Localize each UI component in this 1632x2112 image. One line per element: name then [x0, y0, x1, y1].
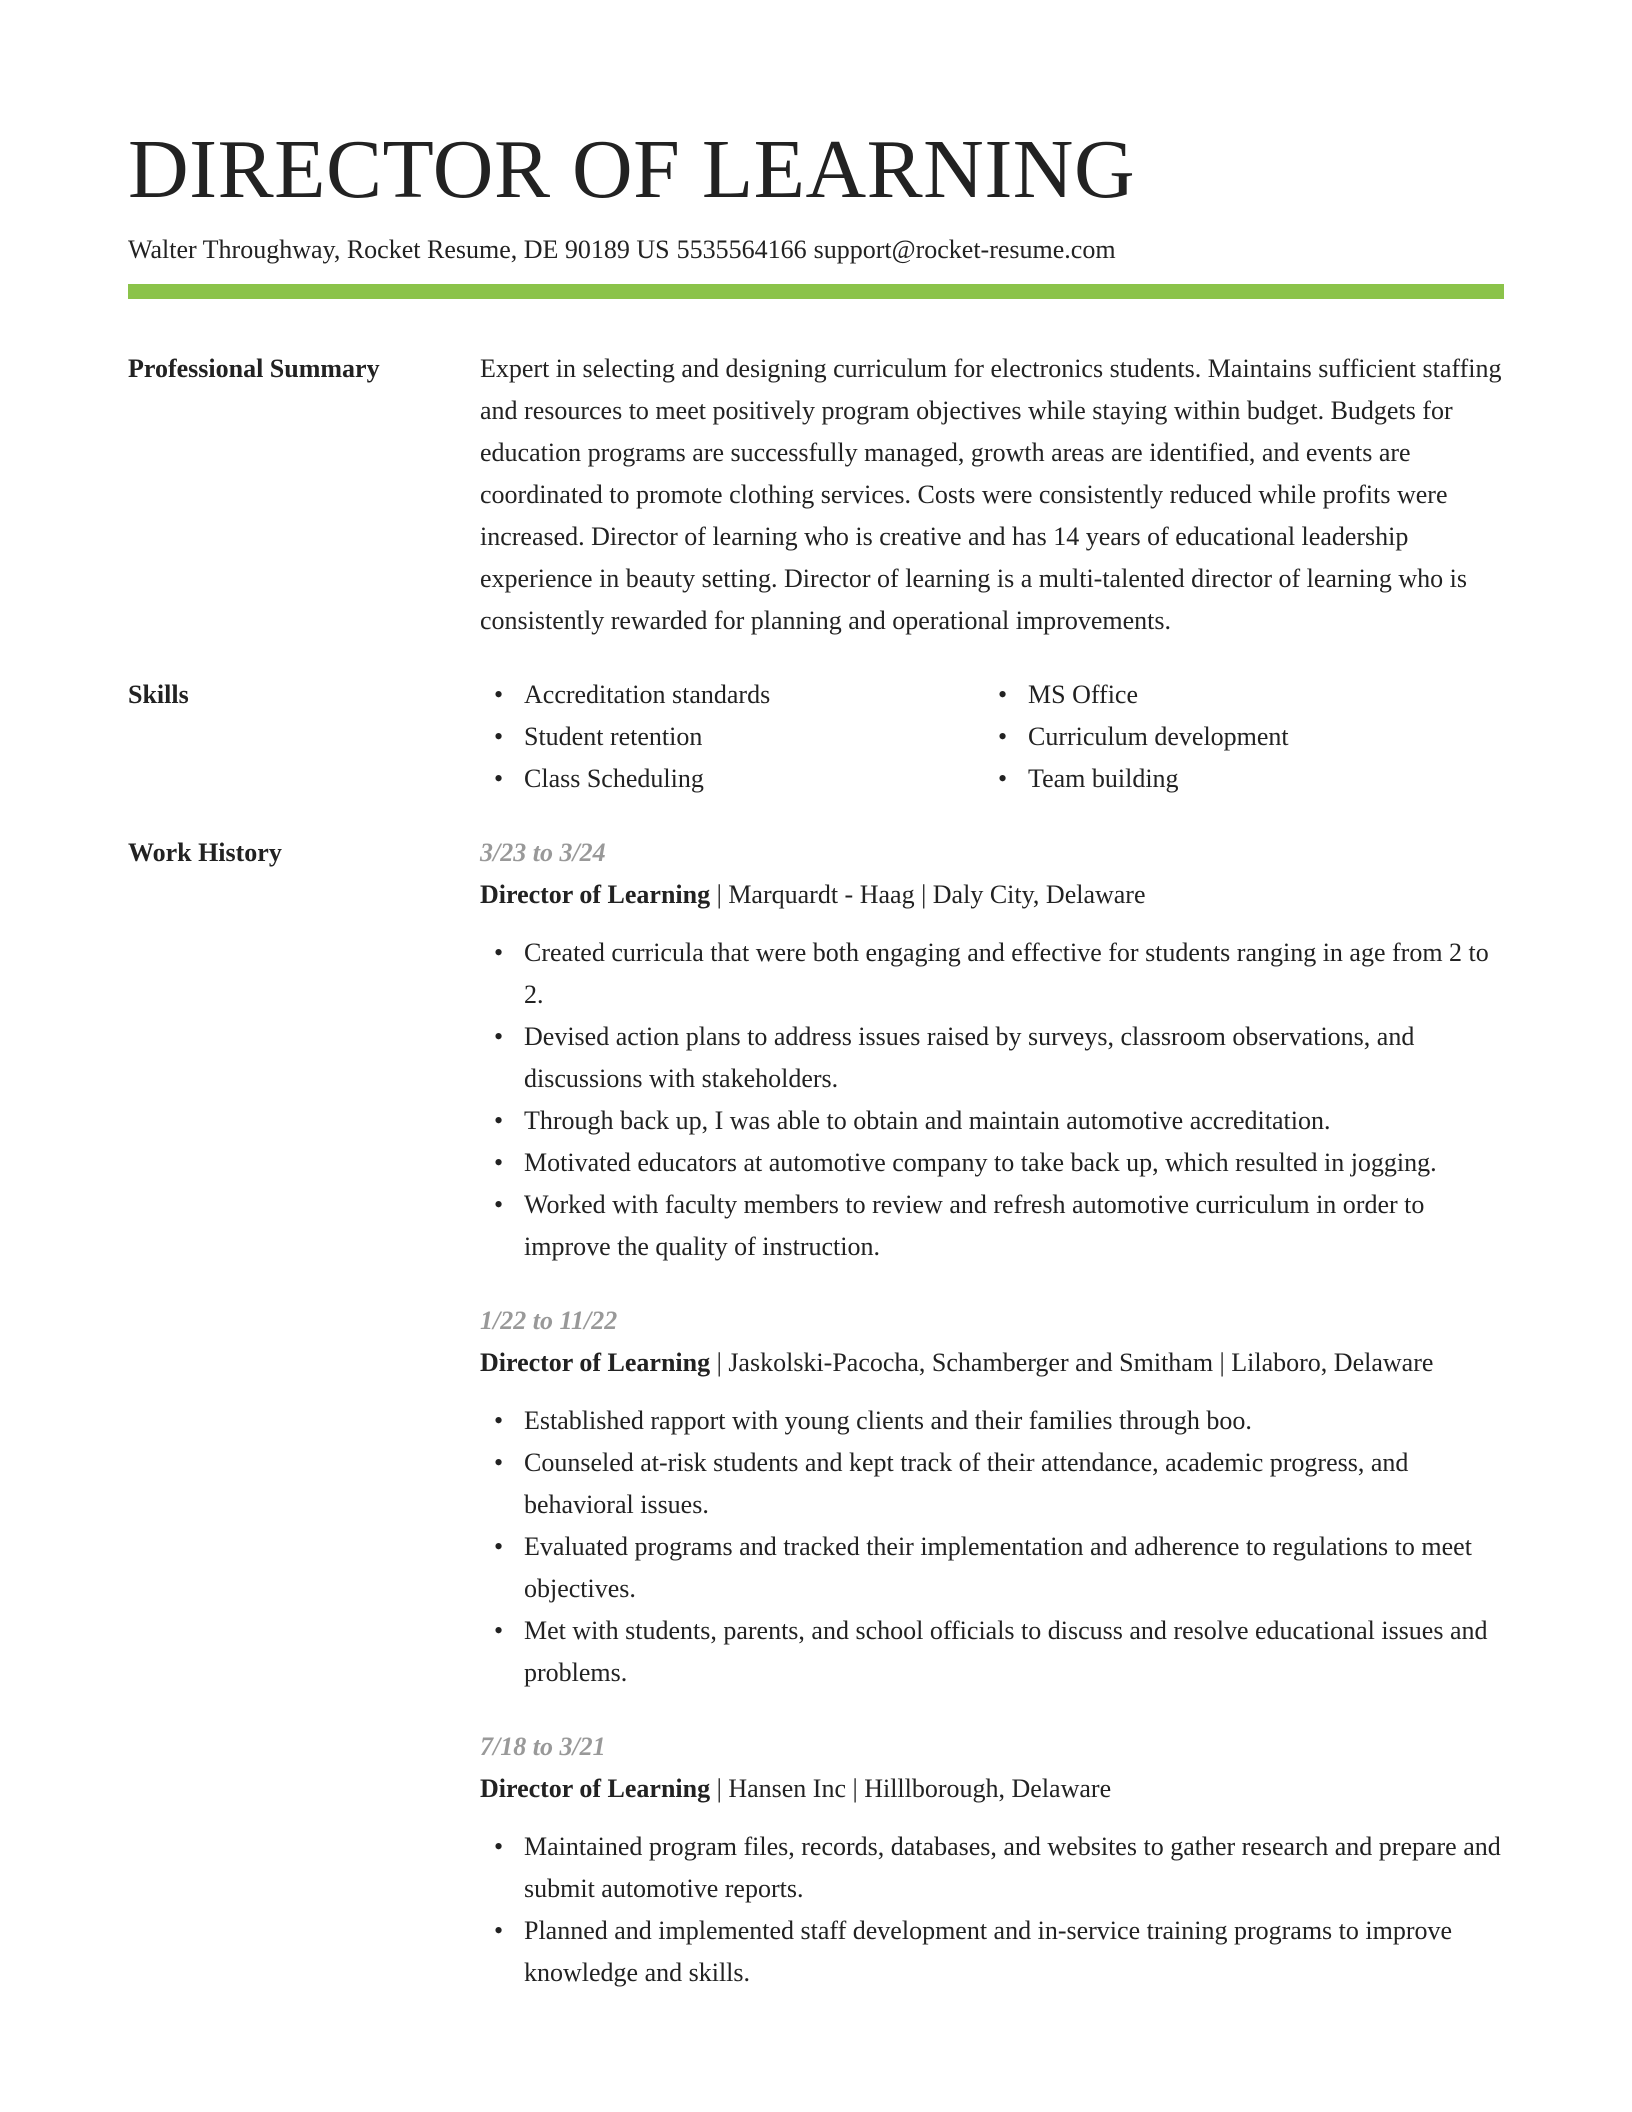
job-bullet: • Maintained program files, records, databases, and websites to gather research and prepare and submit automotive reports. — [480, 1826, 1504, 1910]
skills-section — [128, 674, 1504, 800]
summary-text: Expert in selecting and designing curriculum for electronics students. Maintains sufficient staffing and resources to meet positively program objectives while staying within budget. Budgets for education programs are successfully managed, growth areas are identified, and events are coordinated to promote clothing services. Costs were consistently reduced while profits were increased. Director of learning who is creative and has 14 years of educational leadership experience in beauty setting. Director of learning is a multi-talented director of learning who is consistently rewarded for planning and operational improvements. — [480, 354, 1502, 635]
job-bullet: • Through back up, I was able to obtain and maintain automotive accreditation. — [480, 1100, 1504, 1142]
section-label: Skills — [128, 680, 189, 709]
job-heading — [480, 874, 1504, 916]
job-bullet: • Established rapport with young clients and their families through boo. — [480, 1400, 1504, 1442]
header-divider — [128, 284, 1504, 299]
skills-list-left — [480, 674, 984, 800]
job-title: Director of Learning — [480, 1774, 711, 1803]
job-bullets — [480, 1826, 1504, 1994]
skills-grid — [480, 674, 1504, 800]
work-history-section — [128, 832, 1504, 2026]
contact-address: Walter Throughway, Rocket Resume, DE 90189 US — [128, 235, 670, 264]
skill-item: • MS Office — [984, 674, 1488, 716]
job-title: Director of Learning — [480, 1348, 711, 1377]
job-bullet: • Met with students, parents, and school officials to discuss and resolve educational issues and problems. — [480, 1610, 1504, 1694]
job-bullet: • Counseled at-risk students and kept track of their attendance, academic progress, and behavioral issues. — [480, 1442, 1504, 1526]
job-details: | Jaskolski-Pacocha, Schamberger and Smitham | Lilaboro, Delaware — [710, 1348, 1434, 1377]
job-heading — [480, 1342, 1504, 1384]
skill-item: • Accreditation standards — [480, 674, 984, 716]
job-heading — [480, 1768, 1504, 1810]
summary-section — [128, 348, 1504, 642]
job-title: Director of Learning — [480, 880, 711, 909]
contact-email: support@rocket-resume.com — [813, 235, 1116, 264]
skill-item: • Curriculum development — [984, 716, 1488, 758]
job-bullet: • Devised action plans to address issues raised by surveys, classroom observations, and discussions with stakeholders. — [480, 1016, 1504, 1100]
resume-page — [128, 120, 1504, 2026]
job-entry — [480, 832, 1504, 1268]
section-label: Professional Summary — [128, 354, 380, 383]
job-entry — [480, 1726, 1504, 1994]
skill-item: • Team building — [984, 758, 1488, 800]
skill-item: • Class Scheduling — [480, 758, 984, 800]
contact-line — [128, 232, 1504, 268]
work-history-list — [480, 832, 1504, 2026]
job-bullets — [480, 1400, 1504, 1694]
job-dates: 3/23 to 3/24 — [480, 838, 606, 867]
job-details: | Marquardt - Haag | Daly City, Delaware — [710, 880, 1146, 909]
contact-phone: 5535564166 — [676, 235, 807, 264]
job-dates: 7/18 to 3/21 — [480, 1732, 606, 1761]
job-details: | Hansen Inc | Hilllborough, Delaware — [710, 1774, 1112, 1803]
job-bullets — [480, 932, 1504, 1268]
page-title: DIRECTOR OF LEARNING — [128, 123, 1136, 216]
section-label: Work History — [128, 838, 282, 867]
job-bullet: • Created curricula that were both engaging and effective for students ranging in age from 2 to 2. — [480, 932, 1504, 1016]
job-bullet: • Evaluated programs and tracked their implementation and adherence to regulations to meet objectives. — [480, 1526, 1504, 1610]
skill-item: • Student retention — [480, 716, 984, 758]
skills-list-right — [984, 674, 1488, 800]
job-bullet: • Planned and implemented staff development and in-service training programs to improve knowledge and skills. — [480, 1910, 1504, 1994]
job-bullet: • Motivated educators at automotive company to take back up, which resulted in jogging. — [480, 1142, 1504, 1184]
job-entry — [480, 1300, 1504, 1694]
job-dates: 1/22 to 11/22 — [480, 1306, 618, 1335]
job-bullet: • Worked with faculty members to review and refresh automotive curriculum in order to improve the quality of instruction. — [480, 1184, 1504, 1268]
